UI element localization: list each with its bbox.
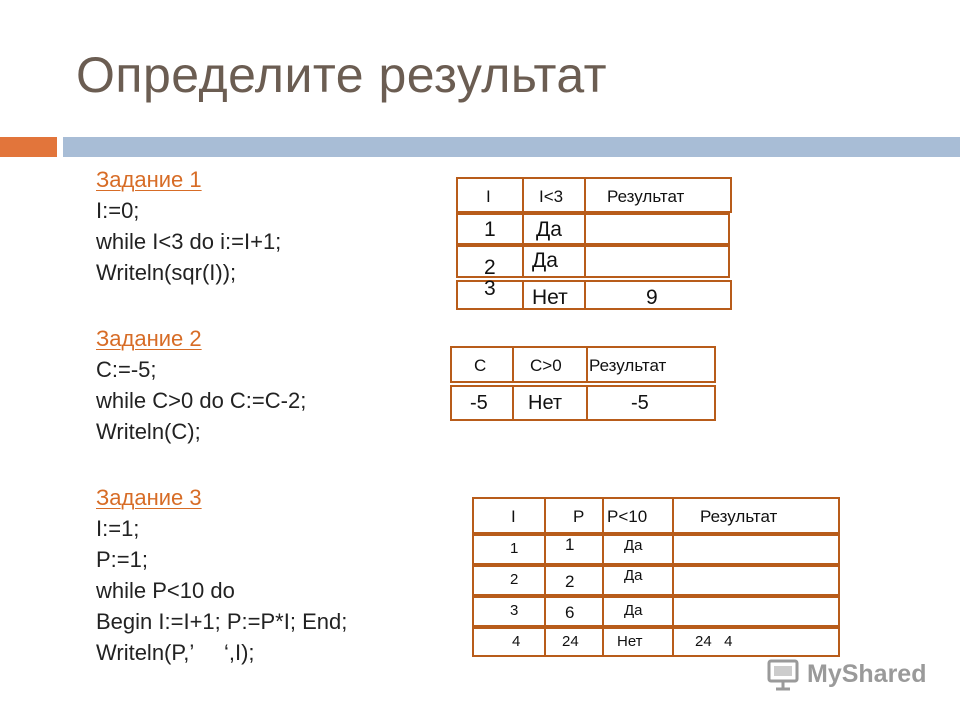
table1-header-result: Результат <box>607 187 685 206</box>
table2-header-result: Результат <box>589 356 667 375</box>
table3-row1-cond: Да <box>624 537 643 554</box>
task3-code-line-4: Begin I:=I+1; P:=P*I; End; <box>96 609 348 634</box>
table1-row2-cond: Да <box>532 249 558 272</box>
table3-cell <box>472 565 546 596</box>
table2-header-condition: C>0 <box>530 356 562 375</box>
task1-block <box>96 164 281 288</box>
table3-row3-cond: Да <box>624 602 643 619</box>
table3-cell <box>672 534 840 565</box>
table3-cell <box>472 596 546 627</box>
task1-title: Задание 1 <box>96 167 202 192</box>
table3-row4-cond: Нет <box>617 633 643 650</box>
title-accent-bar-orange <box>0 137 57 157</box>
task3-code-line-1: I:=1; <box>96 516 140 541</box>
task1-code-line-3: Writeln(sqr(I)); <box>96 260 237 285</box>
task1-code-line-2: while I<3 do i:=I+1; <box>96 229 282 254</box>
slide-title: Определите результат <box>76 47 607 103</box>
task2-code-line-3: Writeln(C); <box>96 419 201 444</box>
table3-row2-cond: Да <box>624 567 643 584</box>
table3-header-p: P <box>573 507 585 526</box>
task2-block <box>96 323 306 447</box>
table1-row3-i: 3 <box>484 277 496 300</box>
table3-cell <box>472 534 546 565</box>
task2-title: Задание 2 <box>96 326 202 351</box>
table3-row2-i: 2 <box>510 571 519 588</box>
watermark-logo <box>765 656 935 696</box>
table1-cell <box>584 213 730 245</box>
task1-code-line-1: I:=0; <box>96 198 140 223</box>
table2-row1-cond: Нет <box>528 392 563 414</box>
task3-block <box>96 482 347 668</box>
table3-cell <box>472 627 546 657</box>
table1-header-i: I <box>486 187 491 206</box>
table1-row1-cond: Да <box>536 218 562 241</box>
task2-code-line-2: while C>0 do C:=C-2; <box>96 388 307 413</box>
title-accent-bar-blue <box>63 137 960 157</box>
projector-screen-icon <box>765 656 805 696</box>
table1-cell <box>584 280 732 310</box>
table3-header-condition: P<10 <box>607 507 648 526</box>
table1-row3-cond: Нет <box>532 286 568 309</box>
table3-row1-p: 1 <box>565 535 575 554</box>
task3-code-line-2: P:=1; <box>96 547 148 572</box>
table3-row4-result: 24 4 <box>695 633 733 650</box>
table3-cell <box>672 596 840 627</box>
table3-row2-p: 2 <box>565 572 575 591</box>
task3-title: Задание 3 <box>96 485 202 510</box>
table3-row1-i: 1 <box>510 540 519 557</box>
table3-header-cell <box>472 497 546 534</box>
table3-header-result: Результат <box>700 507 778 526</box>
table1-row3-result: 9 <box>646 286 658 309</box>
table3-row4-p: 24 <box>562 633 579 650</box>
table1-row1-i: 1 <box>484 218 496 241</box>
task2-code-line-1: C:=-5; <box>96 357 157 382</box>
table3-cell <box>672 565 840 596</box>
task3-code-line-3: while P<10 do <box>96 578 235 603</box>
table1-cell <box>584 245 730 278</box>
table3-header-i: I <box>511 507 516 526</box>
table3-row3-i: 3 <box>510 602 519 619</box>
task3-code-line-5: Writeln(P,’ ‘,I); <box>96 640 255 665</box>
table2-cell <box>586 385 716 421</box>
watermark-text: MyShared <box>807 660 927 688</box>
table3-row3-p: 6 <box>565 603 575 622</box>
table1-header-condition: I<3 <box>539 187 564 206</box>
table2-row1-result: -5 <box>631 392 649 414</box>
table1-row2-i: 2 <box>484 256 496 279</box>
table2-row1-c: -5 <box>470 392 488 414</box>
table3-row4-i: 4 <box>512 633 521 650</box>
table2-header-c: C <box>474 356 487 375</box>
